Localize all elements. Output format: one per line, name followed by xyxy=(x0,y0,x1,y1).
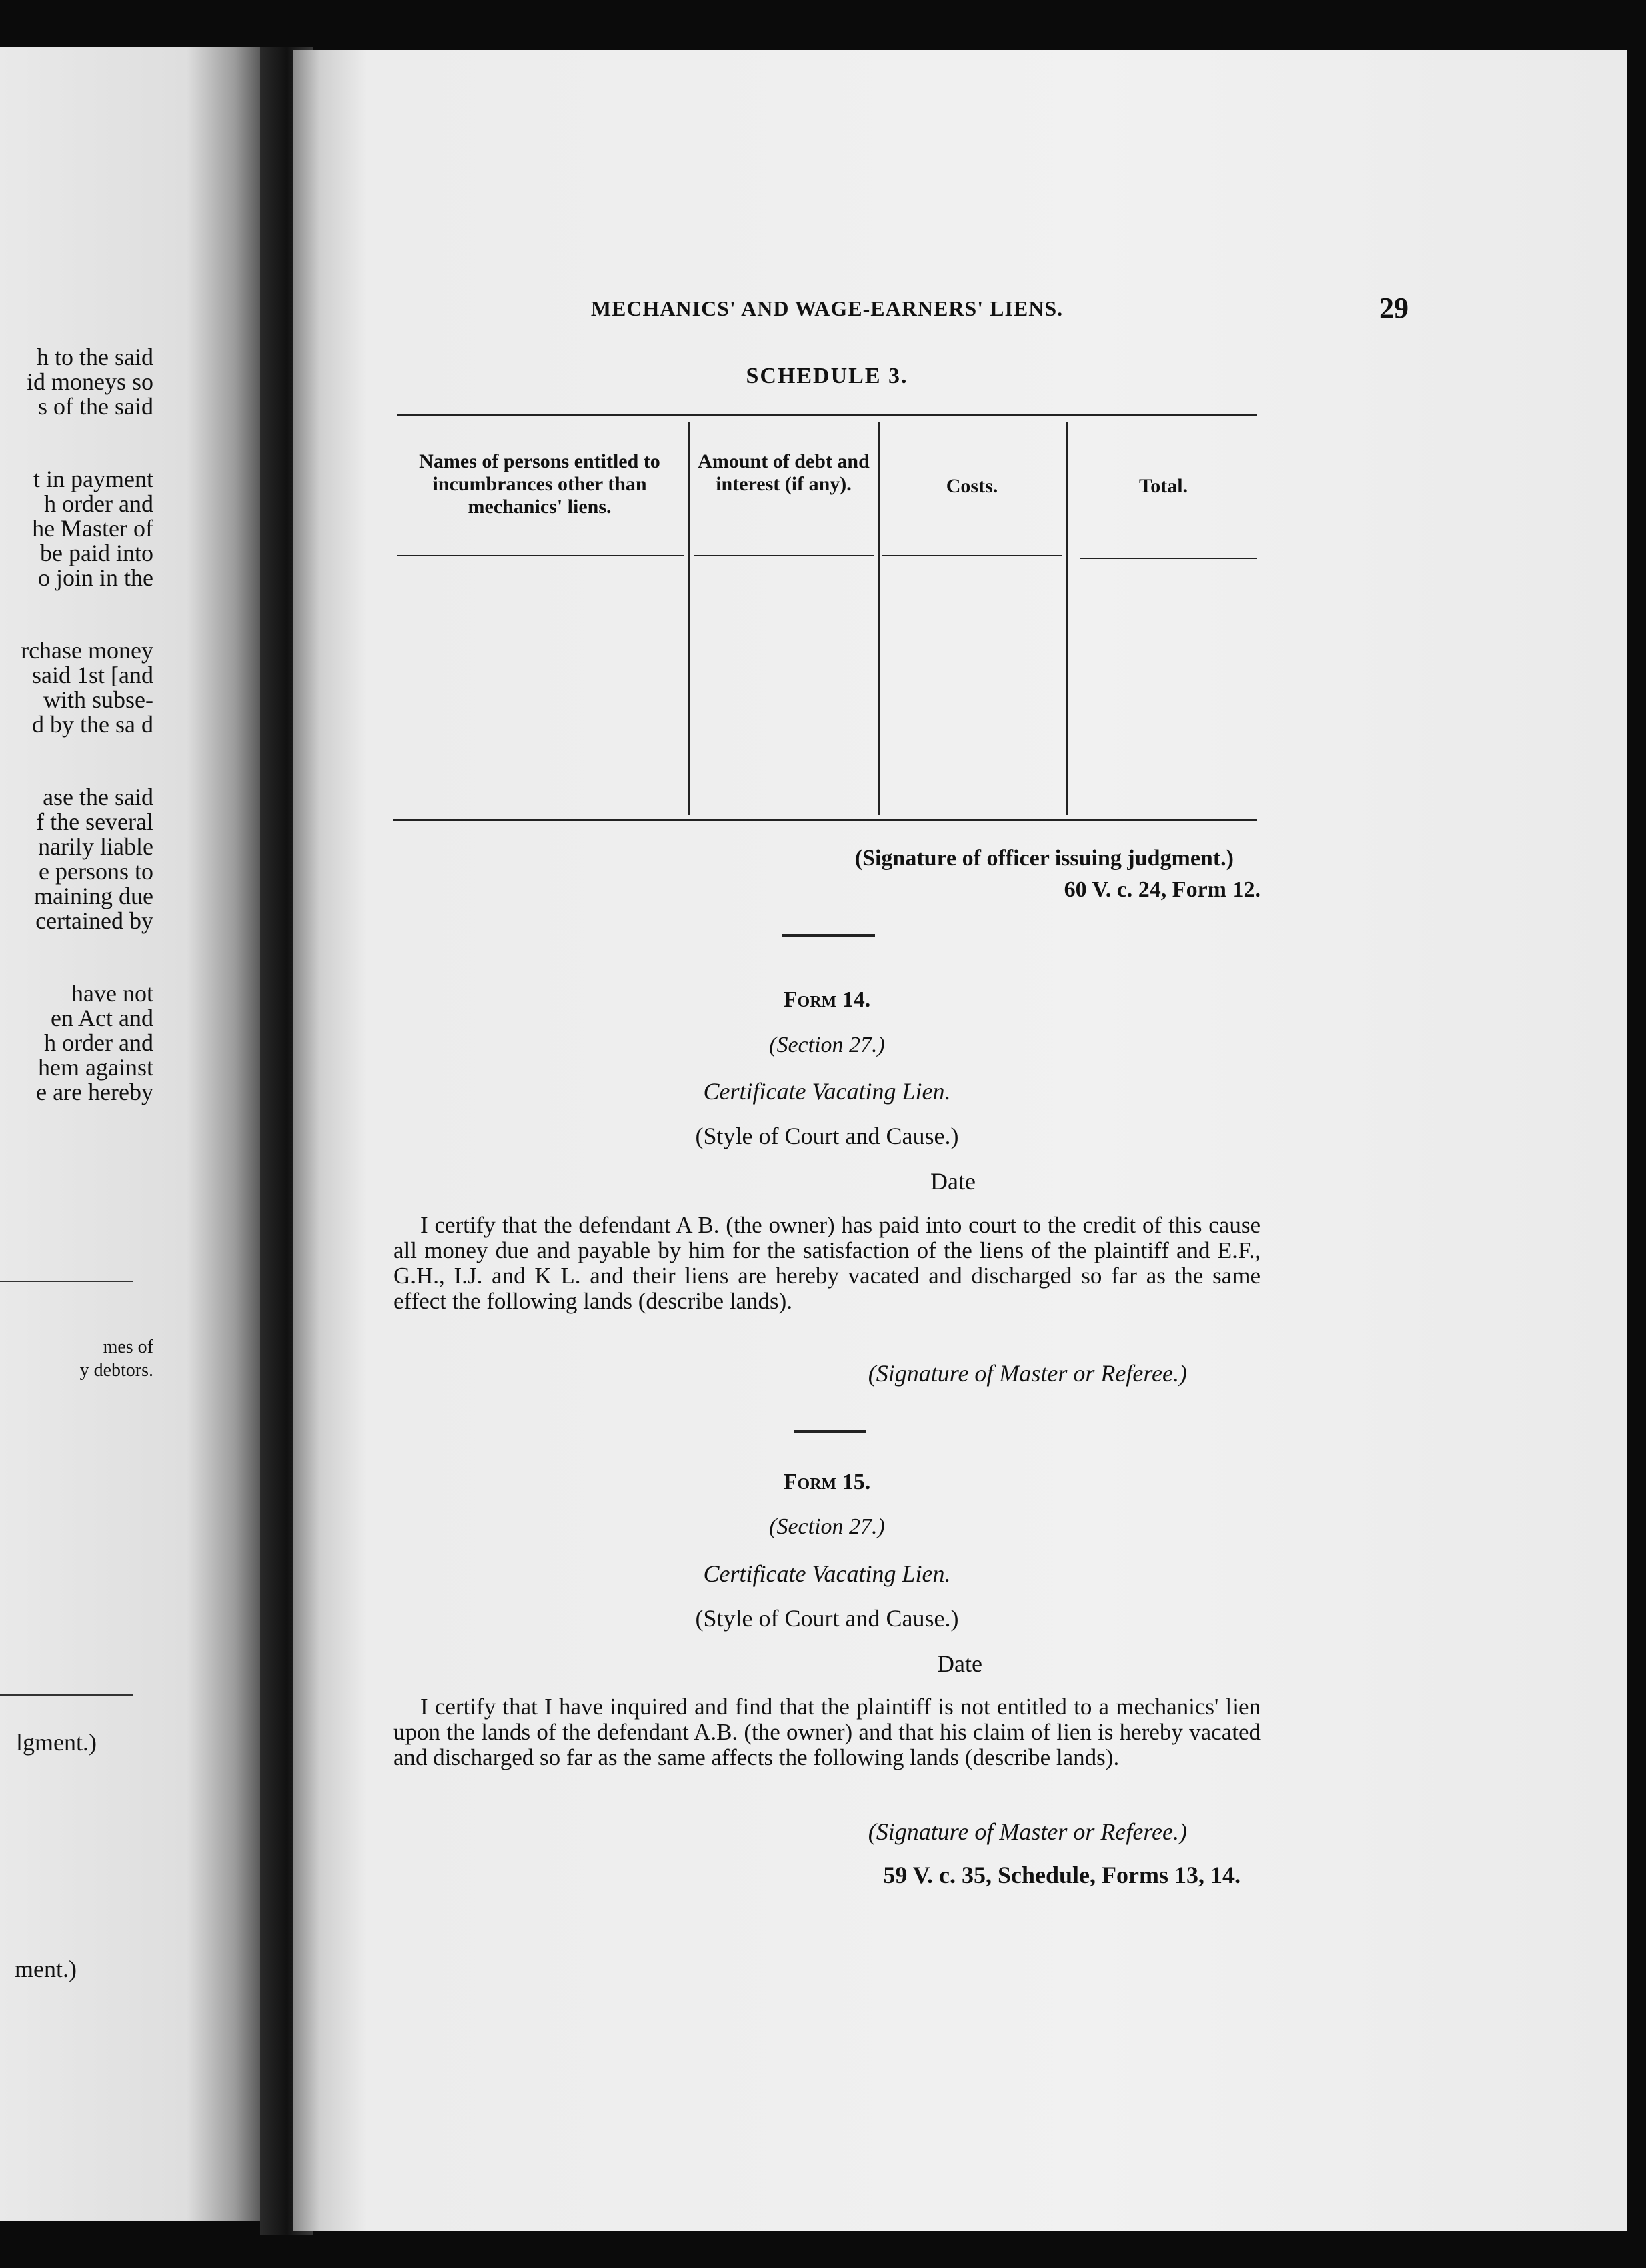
column-header-names: Names of persons entitled to incumbrances other than mechanics' liens. xyxy=(419,450,660,518)
left-page-line: hem against xyxy=(38,1054,153,1081)
left-page-line: h to the said xyxy=(37,344,153,370)
left-page-line: certained by xyxy=(35,907,153,934)
form-14-body: I certify that the defendant A B. (the owner) has paid into court to the credit of this cause all money due and payable by him for the satisfaction of the liens of the plaintiff and E.F., G.H., I.J. and K L. and their liens are hereby vacated and discharged so far as the same effect the following lands (describe lands). xyxy=(393,1212,1261,1314)
left-page-line: id moneys so xyxy=(26,368,153,395)
form-14-signature: (Signature of Master or Referee.) xyxy=(868,1360,1187,1387)
left-page-line: be paid into xyxy=(40,540,153,566)
section-separator xyxy=(782,934,875,937)
form-15-body: I certify that I have inquired and find that the plaintiff is not entitled to a mechanics' lien upon the lands of the defendant A.B. (the owner) and that his claim of lien is hereby vacated and discharged so far as the same affects the following lands (describe lands). xyxy=(393,1694,1261,1770)
left-page-line: en Act and xyxy=(51,1005,153,1031)
left-page-line: t in payment xyxy=(33,466,153,492)
left-page-line: h order and xyxy=(44,1029,153,1056)
left-page-line: lgment.) xyxy=(16,1729,97,1756)
form-15-title: Certificate Vacating Lien. xyxy=(703,1560,951,1587)
form-14-date: Date xyxy=(930,1168,976,1195)
left-page-line: e persons to xyxy=(39,858,153,885)
form-14-section: (Section 27.) xyxy=(769,1033,885,1057)
left-page-line: d by the sa d xyxy=(32,711,153,738)
left-page-line: o join in the xyxy=(38,564,153,591)
form-15-date: Date xyxy=(937,1650,982,1677)
schedule-signature: (Signature of officer issuing judgment.) xyxy=(854,846,1234,871)
form-15-section: (Section 27.) xyxy=(769,1514,885,1539)
left-facing-page xyxy=(0,47,267,2221)
left-page-line: maining due xyxy=(34,883,153,909)
form-15-signature: (Signature of Master or Referee.) xyxy=(868,1818,1187,1845)
left-page-line: e are hereby xyxy=(36,1079,153,1105)
schedule-title: SCHEDULE 3. xyxy=(746,364,908,388)
header-underline xyxy=(1080,558,1257,559)
left-page-line: said 1st [and xyxy=(32,662,153,688)
left-page-line: f the several xyxy=(36,808,153,835)
left-page-line: narily liable xyxy=(38,833,153,860)
left-page-line: ment.) xyxy=(15,1956,77,1982)
column-header-amount: Amount of debt and interest (if any). xyxy=(698,450,870,495)
left-page-line: with subse- xyxy=(43,686,153,713)
left-page-line: ase the said xyxy=(43,784,153,810)
page-number: 29 xyxy=(1379,292,1409,324)
left-page-line: rchase money xyxy=(21,637,153,664)
form-14-heading: Form 14. xyxy=(783,987,871,1012)
schedule-citation: 60 V. c. 24, Form 12. xyxy=(1064,877,1261,902)
left-page-rule xyxy=(0,1281,133,1282)
running-title: MECHANICS' AND WAGE-EARNERS' LIENS. xyxy=(590,296,1064,320)
left-page-line: have not xyxy=(71,980,153,1007)
left-page-line: h order and xyxy=(44,490,153,517)
header-underline xyxy=(882,555,1062,556)
form-14-style: (Style of Court and Cause.) xyxy=(695,1123,959,1149)
form-15-citation: 59 V. c. 35, Schedule, Forms 13, 14. xyxy=(883,1862,1241,1888)
left-page-line: y debtors. xyxy=(79,1360,153,1381)
section-separator xyxy=(794,1430,866,1433)
table-bottom-rule xyxy=(393,819,1257,821)
table-column-divider xyxy=(878,422,880,815)
column-header-total: Total. xyxy=(1138,475,1188,497)
header-underline xyxy=(694,555,874,556)
left-page-line: he Master of xyxy=(32,515,153,542)
left-page-line: mes of xyxy=(103,1337,153,1357)
column-header-costs: Costs. xyxy=(946,475,998,497)
form-15-style: (Style of Court and Cause.) xyxy=(695,1605,959,1632)
table-top-rule xyxy=(397,414,1257,416)
left-page-rule xyxy=(0,1694,133,1696)
table-column-divider xyxy=(1066,422,1068,815)
header-underline xyxy=(397,555,684,556)
left-page-line: s of the said xyxy=(38,393,153,420)
form-14-title: Certificate Vacating Lien. xyxy=(703,1078,951,1105)
table-column-divider xyxy=(688,422,690,815)
form-15-heading: Form 15. xyxy=(783,1470,871,1494)
